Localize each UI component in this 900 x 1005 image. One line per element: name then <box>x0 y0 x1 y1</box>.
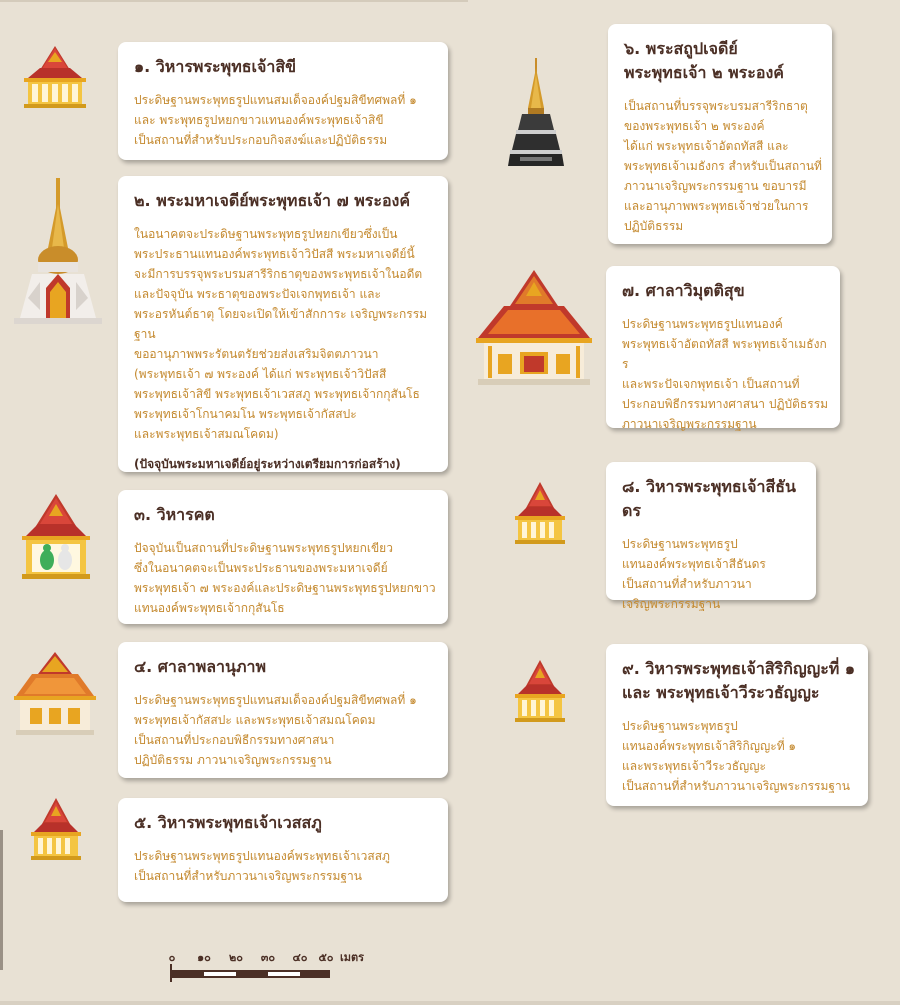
left-edge-line <box>0 830 3 970</box>
great-stupa-icon <box>10 178 106 332</box>
scale-label-50: ๕๐ <box>318 951 334 964</box>
scale-label-30: ๓๐ <box>260 951 276 964</box>
place-card-8[interactable] <box>606 462 816 611</box>
large-sala-icon <box>474 268 594 392</box>
scale-bar-graphic <box>166 948 346 988</box>
top-divider <box>0 0 468 2</box>
dark-stupa-icon <box>508 58 564 174</box>
place-title: ๓. วิหารคต <box>134 505 215 524</box>
place-title: ๘. วิหารพระพุทธเจ้าสีธันดร <box>622 477 796 520</box>
bottom-divider <box>0 1001 900 1005</box>
place-card-9[interactable] <box>606 644 868 806</box>
scale-label-0: ๐ <box>168 951 176 964</box>
place-note: (ปัจจุบันพระมหาเจดีย์อยู่ระหว่างเตรียมการก่อสร้าง) <box>134 457 401 471</box>
place-description: เป็นสถานที่บรรจุพระบรมสารีริกธาตุ ของพระพุทธเจ้า ๒ พระองค์ ได้แก่ พระพุทธเจ้าอัตถทัสสี และ พระพุทธเจ้าเมธังกร สำหรับเป็นสถานที่ ภาวนาเจริญพระกรรมฐาน ขอบารมี และอานุภาพพระพุทธเจ้าช่วยในการ ปฏิบัติธรรม <box>624 99 822 233</box>
place-title: ๒. พระมหาเจดีย์พระพุทธเจ้า ๗ พระองค์ <box>134 191 411 210</box>
scale-bar <box>166 948 386 988</box>
place-description: ประดิษฐานพระพุทธรูปแทนองค์ พระพุทธเจ้าอัตถทัสสี พระพุทธเจ้าเมธังกร และพระปัจเจกพุทธเจ้า เป็นสถานที่ ประกอบพิธีกรรมทางศาสนา ปฏิบัติธรรม ภาวนาเจริญพระกรรมฐาน <box>622 317 829 431</box>
place-description: ในอนาคตจะประดิษฐานพระพุทธรูปหยกเขียวซึ่งเป็น พระประธานแทนองค์พระพุทธเจ้าวิปัสสี พระมหาเจดีย์นี้ จะมีการบรรจุพระบรมสารีริกธาตุของพระพุทธเจ้าในอดีต และปัจจุบัน พระธาตุของพระปัจเจกพุทธเจ้า และ พระอรหันต์ธาตุ โดยจะเปิดให้เข้าสักการะ เจริญพระกรรมฐาน ขออานุภาพพระรัตนตรัยช่วยส่งเสริมจิตตภาวนา (พระพุทธเจ้า ๗ พระองค์ ได้แก่ พระพุทธเจ้าวิปัสสี พระพุทธเจ้าสิขี พระพุทธเจ้าเวสสภู พระพุทธเจ้ากกุสันโธ พระพุทธเจ้าโกนาคมโน พระพุทธเจ้ากัสสปะ และพระพุทธเจ้าสมณโคดม) <box>134 227 428 441</box>
place-title: ๕. วิหารพระพุทธเจ้าเวสสภู <box>134 813 322 832</box>
scale-label-40: ๔๐ <box>292 951 308 964</box>
place-card-2[interactable] <box>118 176 448 472</box>
place-description: ประดิษฐานพระพุทธรูปแทนองค์พระพุทธเจ้าเวสสภู เป็นสถานที่สำหรับภาวนาเจริญพระกรรมฐาน <box>134 849 390 883</box>
buddha-shrine-icon <box>18 492 94 584</box>
place-card-5[interactable] <box>118 798 448 902</box>
place-description: ประดิษฐานพระพุทธรูป แทนองค์พระพุทธเจ้าสีธันดร เป็นสถานที่สำหรับภาวนา เจริญพระกรรมฐาน <box>622 537 766 611</box>
place-description: ปัจจุบันเป็นสถานที่ประดิษฐานพระพุทธรูปหยกเขียว ซึ่งในอนาคตจะเป็นพระประธานของพระมหาเจดีย์ พระพุทธเจ้า ๗ พระองค์และประดิษฐานพระพุทธรูปหยกขาว แทนองค์พระพุทธเจ้ากกุสันโธ <box>134 541 436 615</box>
small-temple-icon <box>512 658 568 728</box>
place-description: ประดิษฐานพระพุทธรูปแทนสมเด็จองค์ปฐมสิขีทศพลที่ ๑ พระพุทธเจ้ากัสสปะ และพระพุทธเจ้าสมณโคดม เป็นสถานที่ประกอบพิธีกรรมทางศาสนา ปฏิบัติธรรม ภาวนาเจริญพระกรรมฐาน <box>134 693 417 767</box>
scale-unit: เมตร <box>340 951 365 964</box>
small-temple-icon <box>18 44 92 112</box>
place-card-3[interactable] <box>118 490 448 624</box>
place-title: ๗. ศาลาวิมุตติสุข <box>622 281 745 300</box>
scale-label-20: ๒๐ <box>229 951 243 964</box>
place-card-6[interactable] <box>608 24 832 244</box>
place-card-1[interactable] <box>118 42 448 160</box>
place-description: ประดิษฐานพระพุทธรูปแทนสมเด็จองค์ปฐมสิขีทศพลที่ ๑ และ พระพุทธรูปหยกขาวแทนองค์พระพุทธเจ้าสิขี เป็นสถานที่สำหรับประกอบกิจสงฆ์และปฏิบัติธรรม <box>134 93 417 147</box>
place-title: ๑. วิหารพระพุทธเจ้าสิขี <box>134 57 297 76</box>
place-card-7[interactable] <box>606 266 840 431</box>
small-temple-icon <box>512 480 568 550</box>
place-card-4[interactable] <box>118 642 448 778</box>
place-title: ๔. ศาลาพลานุภาพ <box>134 657 267 676</box>
small-temple-icon <box>28 796 84 866</box>
scale-label-10: ๑๐ <box>197 951 211 964</box>
place-description: ประดิษฐานพระพุทธรูป แทนองค์พระพุทธเจ้าสิริกิญญะที่ ๑ และพระพุทธเจ้าวีระวธัญญะ เป็นสถานที่สำหรับภาวนาเจริญพระกรรมฐาน <box>622 719 850 793</box>
place-title: ๙. วิหารพระพุทธเจ้าสิริกิญญะที่ ๑ และ พระพุทธเจ้าวีระวธัญญะ <box>622 659 856 702</box>
sala-hall-icon <box>12 650 98 740</box>
place-title: ๖. พระสถูปเจดีย์ พระพุทธเจ้า ๒ พระองค์ <box>624 39 784 82</box>
